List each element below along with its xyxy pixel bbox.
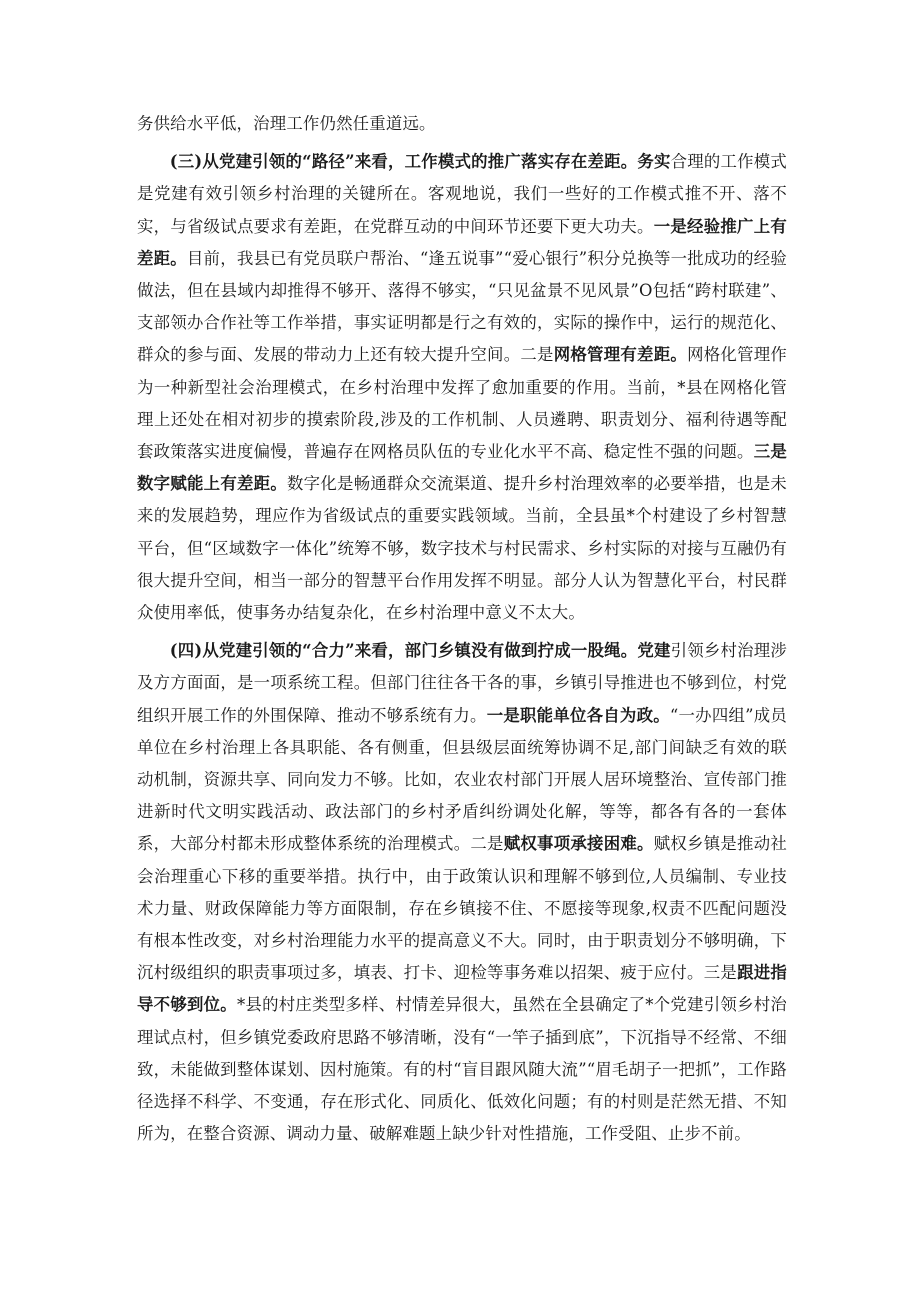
point-heading: 网格管理有差距。 bbox=[553, 345, 688, 365]
section-heading-three: (三)从党建引领的“路径”来看，工作模式的推广落实存在差距。务实 bbox=[169, 152, 671, 172]
paragraph-continuation bbox=[137, 108, 787, 140]
point-heading: 三是数字赋能上有差距。 bbox=[137, 442, 787, 494]
text-segment: 数字化是畅通群众交流渠道、提升乡村治理效率的必要举措，也是未来的发展趋势，理应作为省级试点的重要实践领域。当前，全县虽*个村建设了乡村智慧平台，但“区域数字一体化”统筹不够，数字技术与村民需求、乡村实际的对接与互融仍有很大提升空间，相当一部分的智慧平台作用发挥不明显。部分人认为智慧化平台，村民群众使用率低，使事务办结复杂化，在乡村治理中意义不太大。 bbox=[137, 474, 787, 623]
document-body bbox=[137, 108, 787, 1151]
point-heading: 一是经验推广上有差距。 bbox=[137, 216, 787, 268]
section-heading-four: (四)从党建引领的“合力”来看，部门乡镇没有做到拧成一股绳。党建 bbox=[169, 641, 671, 661]
text-segment: 合理的工作模式是党建有效引领乡村治理的关键所在。客观地说，我们一些好的工作模式推不开、落不实，与省级试点要求有差距，在党群互动的中间环节还要下更大功夫。 bbox=[137, 152, 788, 236]
point-heading: 跟进指导不够到位。 bbox=[137, 963, 787, 1015]
paragraph-section-three bbox=[137, 146, 787, 629]
text-segment: 目前，我县已有党员联户帮治、“逢五说事”“爱心银行”积分兑换等一批成功的经验做法，但在县域内却推得不够开、落得不够实，“只见盆景不见风景”O包括“跨村联建”、支部领办合作社等工作举措，事实证明都是行之有效的，实际的操作中，运行的规范化、群众的参与面、发展的带动力上还有较大提升空间。二是 bbox=[137, 248, 787, 365]
point-heading: 一是职能单位各自为政。 bbox=[486, 705, 670, 725]
text-segment: 赋权乡镇是推动社会治理重心下移的重要举措。执行中，由于政策认识和理解不够到位,人员编制、专业技术力量、财政保障能力等方面限制，存在乡镇接不住、不愿接等现象,权责不匹配问题没有根本性改变，对乡村治理能力水平的提高意义不大。同时，由于职责划分不够明确，下沉村级组织的职责事项过多，填表、打卡、迎检等事务难以招架、疲于应付。三是 bbox=[137, 834, 787, 983]
point-heading: 赋权事项承接困难。 bbox=[503, 834, 654, 854]
text-segment: “一办四组”成员单位在乡村治理上各具职能、各有侧重，但县级层面统筹协调不足,部门间缺乏有效的联动机制，资源共享、同向发力不够。比如，农业农村部门开展人居环境整治、宣传部门推进新时代文明实践活动、政法部门的乡村矛盾纠纷调处化解，等等，都各有各的一套体系，大部分村都未形成整体系统的治理模式。二是 bbox=[137, 705, 788, 854]
text-segment: 引领乡村治理涉及方方面面，是一项系统工程。但部门往往各干各的事，乡镇引导推进也不够到位，村党组织开展工作的外围保障、推动不够系统有力。 bbox=[137, 641, 788, 725]
text-segment: *县的村庄类型多样、村情差异很大，虽然在全县确定了*个党建引领乡村治理试点村，但乡镇党委政府思路不够清晰，没有“一竿子插到底”，下沉指导不经常、不细致，未能做到整体谋划、因村施策。有的村“盲目跟风随大流”“眉毛胡子一把抓”，工作路径选择不科学、不变通，存在形式化、同质化、低效化问题；有的村则是茫然无措、不知所为，在整合资源、调动力量、破解难题上缺少针对性措施，工作受阻、止步不前。 bbox=[137, 995, 787, 1144]
paragraph-section-four bbox=[137, 635, 787, 1150]
text-segment: 网格化管理作为一种新型社会治理模式，在乡村治理中发挥了愈加重要的作用。当前，*县在网格化管理上还处在相对初步的摸索阶段,涉及的工作机制、人员遴聘、职责划分、福利待遇等配套政策落实进度偏慢，普遍存在网格员队伍的专业化水平不高、稳定性不强的问题。 bbox=[137, 345, 788, 462]
text-segment: 务供给水平低，治理工作仍然任重道远。 bbox=[137, 114, 436, 133]
